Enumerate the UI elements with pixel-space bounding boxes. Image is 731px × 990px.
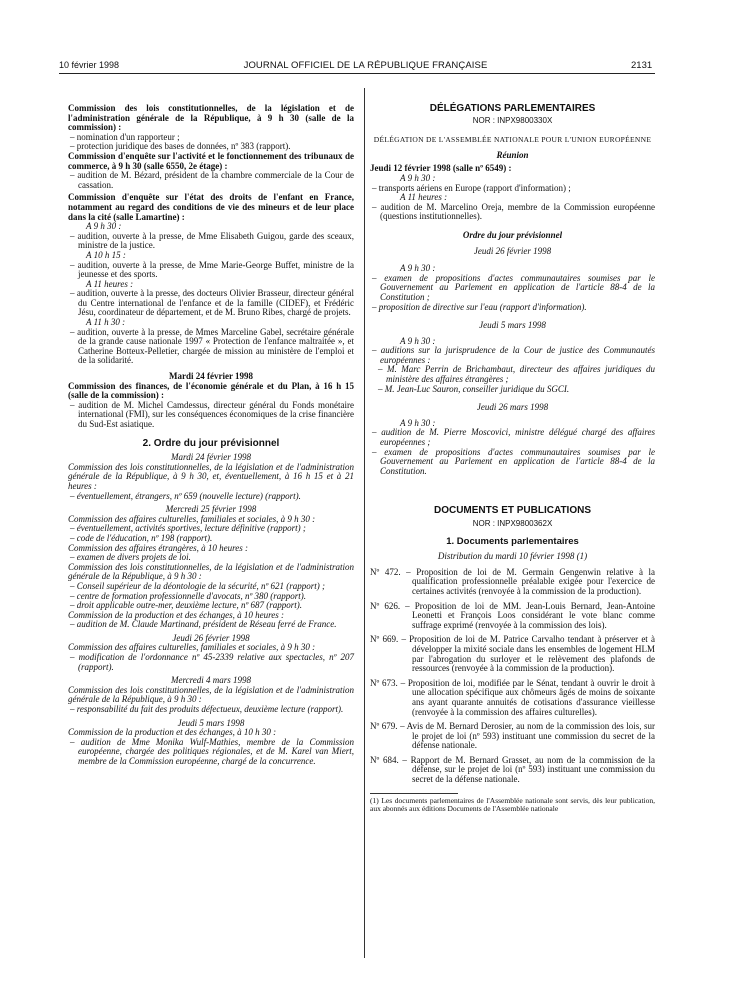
left-column [68, 104, 354, 767]
header-title: JOURNAL OFFICIEL DE LA RÉPUBLIQUE FRANÇAISE [243, 60, 488, 71]
time-label: A 11 h 30 : [86, 317, 126, 328]
document-entry [370, 602, 655, 631]
agenda-item: – code de l'éducation, nº 198 (rapport). [70, 532, 213, 543]
day-heading: Mercredi 25 février 1998 [165, 504, 257, 515]
agenda-item: – auditions sur la jurisprudence de la Cour de justice des Communautés européennes : [372, 345, 655, 365]
agenda-item: – transports aériens en Europe (rapport d'information) ; [372, 182, 571, 193]
time-label: A 11 heures : [86, 278, 134, 289]
agenda-item: – responsabilité du fait des produits défectueux, deuxième lecture (rapport). [70, 704, 344, 715]
agenda-item: – éventuellement, étrangers, nº 659 (nouvelle lecture) (rapport). [70, 490, 301, 501]
time-label: A 9 h 30 : [400, 335, 436, 346]
agenda-item: – examen de propositions d'actes communautaires soumises par le Gouvernement au Parlement en application de l'article 88-4 de la Constitution ; [372, 272, 655, 302]
agenda-item: – audition de M. Marcelino Oreja, membre de la Commission européenne (questions institutionnelles). [372, 201, 655, 222]
agenda-item: – proposition de directive sur l'eau (rapport d'information). [372, 301, 587, 312]
footnote-rule [370, 793, 458, 794]
document-text: – Proposition de loi, modifiée par le Sénat, tendant à ouvrir le droit à une allocation spécifique aux chômeurs âgés de moins de soixante ans ayant quarante annuités de cotisations d'assurance vieillesse (renvoyée à la commission des affaires culturelles). [400, 677, 655, 717]
document-text: – Rapport de M. Bernard Grasset, au nom de la commission de la défense, sur le projet de loi (nº 593) instituant une commission du secret de la défense nationale. [402, 754, 655, 785]
agenda-heading: Commission des lois constitutionnelles, de la législation et de l'administration générale de la République, à 9 h 30, et, éventuellement, à 16 h 15 et à 21 heures : [68, 461, 354, 491]
document-entry [370, 722, 655, 751]
document-number: Nº 673. [370, 677, 398, 688]
document-text: – Proposition de loi de M. Patrice Carvalho tendant à préserver et à développer la mixité sociale dans les ensembles de logement HLM par l'abrogation du surloyer et le relèvement des plafonds de ressources (renvoyée à la commission de la production). [401, 634, 656, 674]
document-entry [370, 756, 655, 785]
agenda-item: – protection juridique des bases de données, nº 383 (rapport). [70, 141, 291, 152]
meeting-heading: Réunion [496, 149, 529, 160]
day-heading: Jeudi 5 mars 1998 [177, 717, 245, 728]
section-title: 2. Ordre du jour prévisionnel [142, 437, 280, 449]
document-entry [370, 635, 655, 673]
agenda-item: – examen de divers projets de loi. [70, 552, 191, 563]
day-heading: Jeudi 26 février 1998 [172, 632, 250, 643]
time-label: A 9 h 30 : [400, 172, 436, 183]
time-label: A 11 heures : [400, 192, 448, 203]
time-label: A 9 h 30 : [400, 417, 436, 428]
document-entry [370, 679, 655, 717]
agenda-item: – audition de Mme Monika Wulf-Mathies, membre de la Commission européenne, chargée des politiques régionales, et de M. Karel van Miert, membre de la Commission européenne, chargé de la concurrence. [70, 736, 354, 766]
time-label: A 10 h 15 : [86, 249, 126, 260]
document-number: Nº 669. [370, 634, 399, 645]
agenda-heading: Commission des lois constitutionnelles, de la législation et de l'administration générale de la République, à 9 h 30 : [68, 684, 354, 705]
day-heading: Mardi 24 février 1998 [168, 371, 254, 382]
document-text: – Proposition de loi de M. Germain Gengenwin relative à la qualification professionnelle préalable exigée pour l'exercice de certaines activités (renvoyée à la commission de la production). [406, 566, 655, 596]
column-divider [364, 88, 365, 958]
section-title: DÉLÉGATIONS PARLEMENTAIRES [429, 103, 596, 114]
agenda-item: – examen de propositions d'actes communautaires soumises par le Gouvernement au Parlement en application de l'article 88-4 de la Constitution. [372, 446, 655, 476]
nor-reference: NOR : INPX9800330X [472, 115, 553, 125]
agenda-item: – audition de M. Claude Martinand, président de Réseau ferré de France. [70, 619, 337, 630]
nor-reference: NOR : INPX9800362X [472, 519, 553, 528]
agenda-heading: Commission des lois constitutionnelles, de la législation et de l'administration générale de la République, à 9 h 30 : [68, 561, 354, 582]
agenda-item: – M. Marc Perrin de Brichambaut, directeur des affaires juridiques du ministère des affaires étrangères ; [378, 364, 655, 385]
document-list [370, 568, 655, 785]
agenda-item: – audition de M. Michel Camdessus, directeur général du Fonds monétaire international (FMI), sur les conséquences économiques de la crise financière du Sud-Est asiatique. [70, 399, 354, 429]
page-header [0, 0, 731, 70]
agenda-item: – audition de M. Pierre Moscovici, ministre délégué chargé des affaires européennes ; [372, 427, 655, 448]
document-number: Nº 684. [370, 754, 399, 765]
document-number: Nº 679. [370, 721, 398, 732]
agenda-heading: Commission des affaires étrangères, à 10 heures : [68, 542, 248, 553]
agenda-heading: Commission des affaires culturelles, familiales et sociales, à 9 h 30 : [68, 513, 316, 524]
agenda-item: – audition, ouverte à la presse, de Mmes Marceline Gabel, secrétaire générale de la grande cause nationale 1997 « Protection de l'enfance maltraitée », et Catherine Botteux-Pelletier, chargée de mission au ministère de l'emploi et de la solidarité. [70, 326, 354, 366]
header-date: 10 février 1998 [59, 60, 120, 70]
agenda-item: – droit applicable outre-mer, deuxième lecture, nº 687 (rapport). [70, 600, 302, 611]
document-text: – Avis de M. Bernard Derosier, au nom de la commission des lois, sur le projet de loi (nº 593) instituant une commission du secret de la défense nationale. [400, 721, 656, 751]
agenda-item: – Conseil supérieur de la déontologie de la sécurité, nº 621 (rapport) ; [70, 580, 326, 591]
agenda-item: – audition de M. Bézard, président de la chambre commerciale de la Cour de cassation. [70, 170, 354, 190]
agenda-item: – nomination d'un rapporteur ; [70, 131, 180, 142]
agenda-heading: Commission des affaires culturelles, familiales et sociales, à 9 h 30 : [68, 642, 316, 653]
agenda-item: – audition, ouverte à la presse, des docteurs Olivier Brasseur, directeur général du Centre international de l'enfance et de la famille (CIDEF), et Frédéric Jésu, coordinateur de département, et de M. Bruno Ribes, chargé de projets. [70, 288, 354, 318]
document-number: Nº 472. [370, 566, 401, 577]
agenda-item: – éventuellement, activités sportives, lecture définitive (rapport) ; [70, 523, 306, 534]
document-text: – Proposition de loi de MM. Jean-Louis Bernard, Jean-Antoine Leonetti et François Loos considérant le vote blanc comme suffrage exprimé (renvoyée à la commission des lois). [405, 600, 656, 630]
subsection-heading: Ordre du jour prévisionnel [462, 229, 563, 240]
agenda-heading: Commission d'enquête sur l'état des droits de l'enfant en France, notamment au regard des conditions de vie des mineurs et de leur place dans la cité (salle Lamartine) : [68, 192, 354, 222]
document-number: Nº 626. [370, 600, 401, 611]
right-column [370, 104, 655, 813]
agenda-heading: Commission des lois constitutionnelles, de la législation et de l'administration générale de la République, à 9 h 30 (salle de la commission) : [68, 103, 354, 133]
agenda-heading: Commission des finances, de l'économie générale et du Plan, à 16 h 15 (salle de la commission) : [68, 380, 354, 401]
agenda-item: – M. Jean-Luc Sauron, conseiller juridique du SGCI. [378, 383, 570, 394]
agenda-item: – modification de l'ordonnance nº 45-2339 relative aux spectacles, nº 207 (rapport). [70, 652, 354, 672]
day-heading: Mardi 24 février 1998 [171, 452, 251, 463]
agenda-item: – centre de formation professionnelle d'avocats, nº 380 (rapport). [70, 590, 307, 601]
time-label: A 9 h 30 : [86, 221, 122, 232]
day-heading: Jeudi 26 février 1998 [473, 245, 552, 256]
day-heading: Jeudi 12 février 1998 (salle nº 6549) : [370, 163, 512, 174]
agenda-heading: Commission d'enquête sur l'activité et le fonctionnement des tribunaux de commerce, à 9 h 30 (salle 6550, 2e étage) : [68, 150, 354, 171]
agenda-item: – audition, ouverte à la presse, de Mme Marie-George Buffet, ministre de la jeunesse et des sports. [70, 259, 354, 280]
time-label: A 9 h 30 : [400, 263, 436, 274]
header-rule [59, 73, 655, 74]
distribution-date: Distribution du mardi 10 février 1998 (1) [437, 551, 588, 562]
page-number: 2131 [631, 60, 653, 71]
footnote: (1) Les documents parlementaires de l'Assemblée nationale sont servis, dès leur publication, aux abonnés aux éditions Documents de l'Assemblée nationale [370, 795, 655, 813]
subsection-title: 1. Documents parlementaires [446, 535, 579, 547]
agenda-item: – audition, ouverte à la presse, de Mme Elisabeth Guigou, garde des sceaux, ministre de la justice. [70, 230, 354, 251]
section-title: DOCUMENTS ET PUBLICATIONS [433, 505, 592, 517]
day-heading: Jeudi 26 mars 1998 [476, 402, 549, 413]
document-entry [370, 568, 655, 597]
agenda-heading: Commission de la production et des échanges, à 10 h 30 : [68, 727, 277, 738]
agenda-heading: Commission de la production et des échanges, à 10 heures : [68, 609, 285, 620]
day-heading: Mercredi 4 mars 1998 [170, 675, 252, 686]
delegation-name: DÉLÉGATION DE L'ASSEMBLÉE NATIONALE POUR L'UNION EUROPÉENNE [373, 135, 652, 145]
day-heading: Jeudi 5 mars 1998 [479, 320, 546, 331]
